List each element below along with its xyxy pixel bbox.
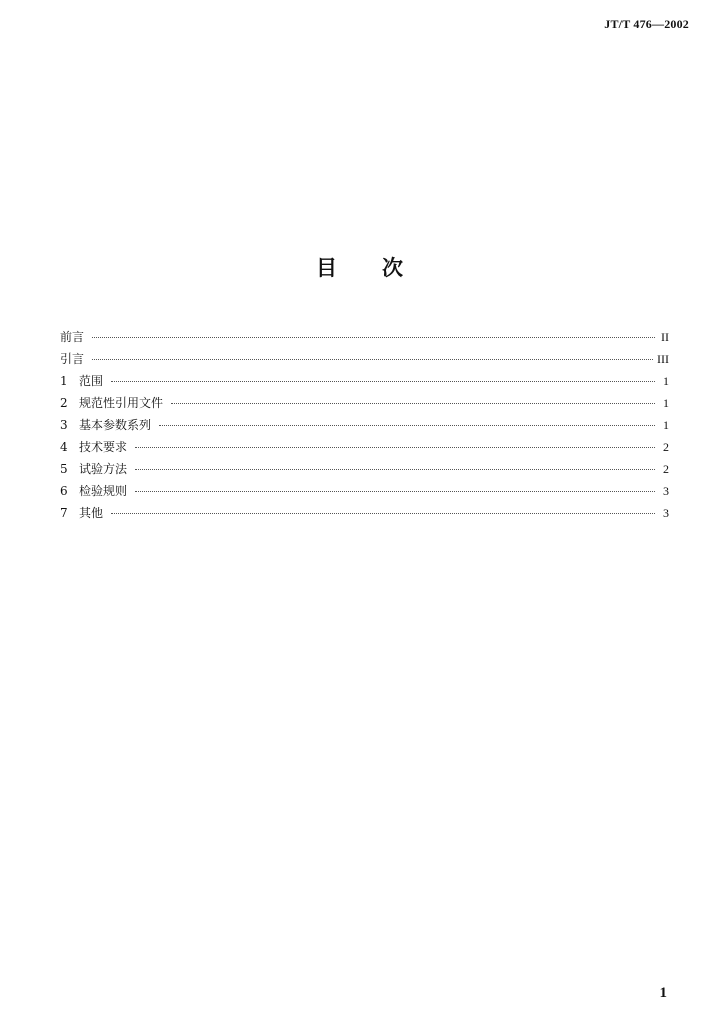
dot-leader	[135, 469, 655, 470]
toc-entry-number: 3	[60, 418, 68, 432]
toc-entry-test-methods[interactable]	[60, 458, 669, 480]
toc-entry-label: 基本参数系列	[79, 418, 152, 432]
dot-leader	[171, 403, 655, 404]
page-number: 1	[659, 985, 667, 1001]
toc-entry-page: III	[657, 352, 669, 366]
toc-entry-label: 范围	[79, 374, 104, 388]
toc-entry-introduction[interactable]	[60, 348, 669, 370]
dot-leader	[135, 491, 655, 492]
dot-leader	[159, 425, 655, 426]
toc-entry-inspection-rules[interactable]	[60, 480, 669, 502]
toc-entry-page: 2	[663, 462, 669, 476]
toc-entry-page: 3	[663, 484, 669, 498]
toc-entry-basic-parameters[interactable]	[60, 414, 669, 436]
toc-entry-others[interactable]	[60, 502, 669, 524]
toc-entry-label: 规范性引用文件	[79, 396, 164, 410]
toc-entry-page: 1	[663, 374, 669, 388]
dot-leader	[92, 359, 653, 360]
toc-entry-number: 7	[60, 506, 68, 520]
toc-entry-number: 1	[60, 374, 68, 388]
toc-entry-number: 2	[60, 396, 68, 410]
dot-leader	[92, 337, 655, 338]
toc-entry-label: 其他	[79, 506, 104, 520]
standard-code: JT/T 476—2002	[604, 17, 689, 31]
toc-entry-label: 试验方法	[79, 462, 128, 476]
toc-entry-scope[interactable]	[60, 370, 669, 392]
toc-entry-number: 6	[60, 484, 68, 498]
toc-entry-technical-requirements[interactable]	[60, 436, 669, 458]
toc-entry-label: 引言	[60, 352, 85, 366]
dot-leader	[111, 381, 655, 382]
toc-entry-number: 4	[60, 440, 68, 454]
toc-entry-page: 1	[663, 396, 669, 410]
dot-leader	[135, 447, 655, 448]
toc-entry-label: 前言	[60, 330, 85, 344]
toc-entry-label: 检验规则	[79, 484, 128, 498]
toc-entry-page: 2	[663, 440, 669, 454]
toc-entry-normative-references[interactable]	[60, 392, 669, 414]
table-of-contents	[60, 326, 669, 524]
toc-entry-foreword[interactable]	[60, 326, 669, 348]
dot-leader	[111, 513, 655, 514]
toc-entry-page: 1	[663, 418, 669, 432]
toc-entry-number: 5	[60, 462, 68, 476]
toc-entry-page: II	[661, 330, 669, 344]
toc-title: 目次	[316, 256, 448, 280]
toc-entry-label: 技术要求	[79, 440, 128, 454]
toc-entry-page: 3	[663, 506, 669, 520]
